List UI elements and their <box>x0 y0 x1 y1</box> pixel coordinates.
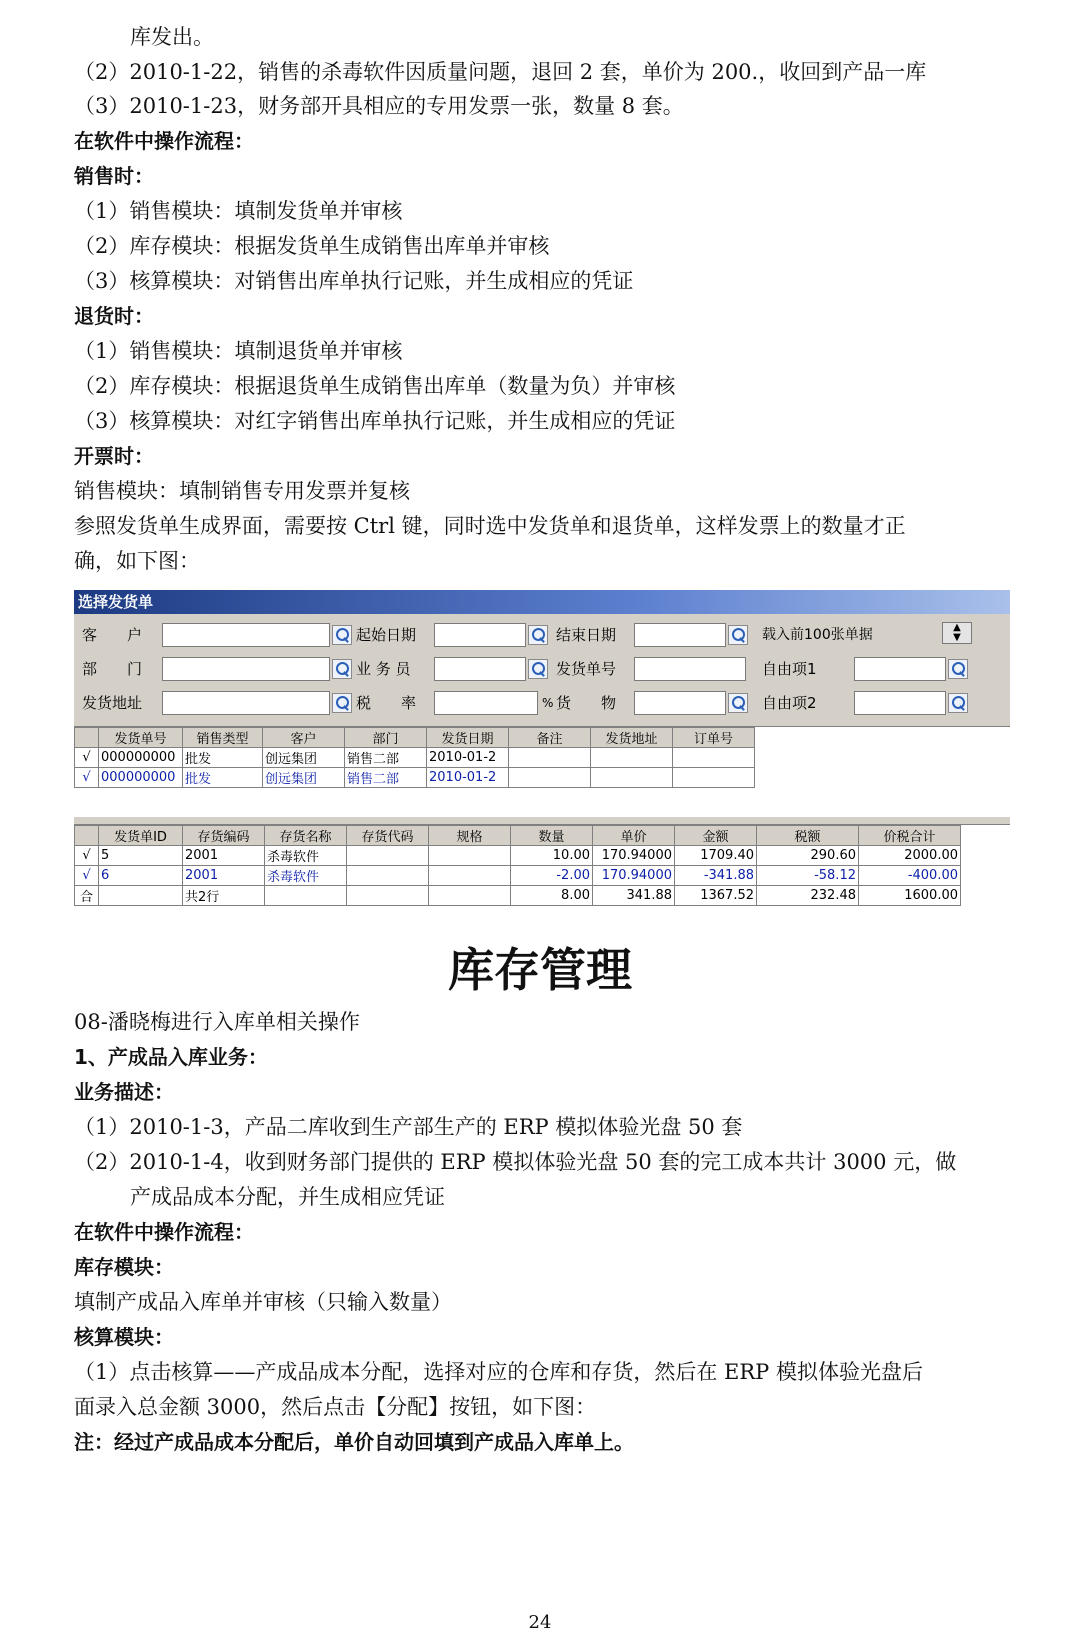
search-icon[interactable] <box>528 659 548 679</box>
text-line: （3）核算模块：对销售出库单执行记账，并生成相应的凭证 <box>74 269 634 293</box>
column-header[interactable]: 规格 <box>429 826 511 846</box>
table-cell <box>265 886 347 906</box>
table-row[interactable] <box>75 748 755 768</box>
department-label: 部 门 <box>82 660 143 678</box>
dialog-title: 选择发货单 <box>74 590 1010 614</box>
table-cell <box>347 866 429 886</box>
text-line: （1）2010-1-3，产品二库收到生产部生产的 ERP 模拟体验光盘 50 套 <box>74 1115 743 1139</box>
search-icon[interactable] <box>332 625 352 645</box>
table-cell: 10.00 <box>511 846 593 866</box>
column-header[interactable]: 价税合计 <box>859 826 961 846</box>
table-cell: 销售二部 <box>345 768 427 788</box>
custom1-label: 自由项1 <box>762 660 817 678</box>
search-icon[interactable] <box>332 693 352 713</box>
table-cell <box>429 886 511 906</box>
table-row[interactable] <box>75 866 961 886</box>
filter-panel <box>74 614 1010 726</box>
table-header-row <box>75 826 961 846</box>
table-cell: 批发 <box>183 748 263 768</box>
table-cell: 创远集团 <box>263 748 345 768</box>
column-header[interactable]: 订单号 <box>673 728 755 748</box>
table-cell <box>591 768 673 788</box>
column-header[interactable]: 存货编码 <box>183 826 265 846</box>
table-cell: 2001 <box>183 866 265 886</box>
subheading: 库存模块： <box>74 1255 174 1279</box>
table-cell: 1709.40 <box>675 846 757 866</box>
table-cell: 2000.00 <box>859 846 961 866</box>
invoice-no-input[interactable] <box>634 657 746 681</box>
table-cell: 290.60 <box>757 846 859 866</box>
table-cell <box>347 846 429 866</box>
column-header[interactable]: 部门 <box>345 728 427 748</box>
text-line: （1）销售模块：填制退货单并审核 <box>74 339 403 363</box>
percent-label: % <box>542 696 554 710</box>
table-cell: 1600.00 <box>859 886 961 906</box>
row-check[interactable]: √ <box>75 866 99 886</box>
tax-rate-input[interactable] <box>434 691 538 715</box>
salesperson-label: 业 务 员 <box>356 660 411 678</box>
text-line: （3）核算模块：对红字销售出库单执行记账，并生成相应的凭证 <box>74 409 676 433</box>
custom2-label: 自由项2 <box>762 694 817 712</box>
delivery-notes-table <box>74 727 755 788</box>
search-icon[interactable] <box>728 625 748 645</box>
column-header[interactable]: 金额 <box>675 826 757 846</box>
table-cell: 170.94000 <box>593 846 675 866</box>
column-header[interactable]: 税额 <box>757 826 859 846</box>
text-line: 库发出。 <box>130 25 214 49</box>
salesperson-input[interactable] <box>434 657 526 681</box>
column-header <box>75 728 99 748</box>
column-header[interactable]: 数量 <box>511 826 593 846</box>
table-cell: 共2行 <box>183 886 265 906</box>
column-header[interactable]: 发货地址 <box>591 728 673 748</box>
row-check[interactable]: √ <box>75 768 99 788</box>
invoice-no-label: 发货单号 <box>556 660 617 678</box>
table-cell: 5 <box>99 846 183 866</box>
address-input[interactable] <box>162 691 330 715</box>
address-label: 发货地址 <box>82 694 143 712</box>
table-cell <box>347 886 429 906</box>
table-cell: 2001 <box>183 846 265 866</box>
row-check[interactable]: √ <box>75 748 99 768</box>
subheading: 在软件中操作流程： <box>74 129 254 153</box>
load-label: 载入前100张单据 <box>762 627 873 643</box>
column-header[interactable]: 存货代码 <box>347 826 429 846</box>
text-line: （2）库存模块：根据发货单生成销售出库单并审核 <box>74 234 550 258</box>
table-cell: -400.00 <box>859 866 961 886</box>
search-icon[interactable] <box>728 693 748 713</box>
text-line: 产成品成本分配，并生成相应凭证 <box>130 1185 445 1209</box>
table-cell: 6 <box>99 866 183 886</box>
tax-rate-label: 税 率 <box>356 694 417 712</box>
table-cell <box>509 748 591 768</box>
total-row <box>75 886 961 906</box>
table-cell: 000000000 <box>99 768 183 788</box>
text-line: 参照发货单生成界面，需要按 Ctrl 键，同时选中发货单和退货单，这样发票上的数量才正 <box>74 514 906 538</box>
customer-input[interactable] <box>162 623 330 647</box>
custom1-input[interactable] <box>854 657 946 681</box>
select-delivery-dialog <box>74 590 1010 928</box>
table-cell: 批发 <box>183 768 263 788</box>
text-line: （3）2010-1-23，财务部开具相应的专用发票一张，数量 8 套。 <box>74 94 684 118</box>
line-items-table <box>74 825 961 906</box>
text-line: （2）库存模块：根据退货单生成销售出库单（数量为负）并审核 <box>74 374 676 398</box>
column-header[interactable]: 存货名称 <box>265 826 347 846</box>
table-cell: 杀毒软件 <box>265 866 347 886</box>
search-icon[interactable] <box>948 693 968 713</box>
line-items-grid <box>74 824 1010 928</box>
table-header-row <box>75 728 755 748</box>
note-line: 注：经过产成品成本分配后，单价自动回填到产成品入库单上。 <box>74 1430 634 1454</box>
goods-input[interactable] <box>634 691 726 715</box>
table-row[interactable] <box>75 846 961 866</box>
subheading: 核算模块： <box>74 1325 174 1349</box>
customer-label: 客 户 <box>82 626 143 644</box>
column-header[interactable]: 单价 <box>593 826 675 846</box>
table-row[interactable] <box>75 768 755 788</box>
column-header[interactable]: 客户 <box>263 728 345 748</box>
table-cell: 8.00 <box>511 886 593 906</box>
end-date-input[interactable] <box>634 623 726 647</box>
search-icon[interactable] <box>332 659 352 679</box>
text-line: （2）2010-1-22，销售的杀毒软件因质量问题，退回 2 套，单价为 200.，收回到产品一库 <box>74 60 927 84</box>
goods-label: 货 物 <box>556 694 617 712</box>
text-line: 08-潘晓梅进行入库单相关操作 <box>74 1010 360 1034</box>
load-spinner[interactable]: ▲ ▼ <box>942 622 972 644</box>
column-header[interactable]: 销售类型 <box>183 728 263 748</box>
column-header[interactable]: 发货日期 <box>427 728 509 748</box>
text-line: （1）销售模块：填制发货单并审核 <box>74 199 403 223</box>
table-cell <box>509 768 591 788</box>
table-cell <box>99 886 183 906</box>
text-line: 填制产成品入库单并审核（只输入数量） <box>74 1290 452 1314</box>
subheading: 销售时： <box>74 164 154 188</box>
subheading: 开票时： <box>74 444 154 468</box>
subheading: 1、产成品入库业务： <box>74 1045 268 1069</box>
page-number: 24 <box>528 1612 552 1633</box>
custom2-input[interactable] <box>854 691 946 715</box>
table-cell: 创远集团 <box>263 768 345 788</box>
subheading: 业务描述： <box>74 1080 174 1104</box>
table-cell: -341.88 <box>675 866 757 886</box>
table-cell <box>673 768 755 788</box>
text-line: 面录入总金额 3000，然后点击【分配】按钮，如下图： <box>74 1395 597 1419</box>
subheading: 退货时： <box>74 304 154 328</box>
delivery-notes-grid <box>74 726 1010 817</box>
department-input[interactable] <box>162 657 330 681</box>
table-cell: 合 <box>75 886 99 906</box>
column-header[interactable]: 发货单ID <box>99 826 183 846</box>
search-icon[interactable] <box>528 625 548 645</box>
table-cell <box>429 866 511 886</box>
table-cell: 341.88 <box>593 886 675 906</box>
column-header[interactable]: 备注 <box>509 728 591 748</box>
table-cell: 232.48 <box>757 886 859 906</box>
column-header[interactable]: 发货单号 <box>99 728 183 748</box>
table-cell: -58.12 <box>757 866 859 886</box>
table-cell: 1367.52 <box>675 886 757 906</box>
table-cell: 000000000 <box>99 748 183 768</box>
table-cell: 2010-01-2 <box>427 748 509 768</box>
table-cell: 2010-01-2 <box>427 768 509 788</box>
search-icon[interactable] <box>948 659 968 679</box>
section-title: 库存管理 <box>448 943 632 997</box>
table-cell <box>429 846 511 866</box>
start-date-label: 起始日期 <box>356 626 417 644</box>
end-date-label: 结束日期 <box>556 626 617 644</box>
table-cell <box>591 748 673 768</box>
text-line: 确，如下图： <box>74 549 200 573</box>
subheading: 在软件中操作流程： <box>74 1220 254 1244</box>
row-check[interactable]: √ <box>75 846 99 866</box>
start-date-input[interactable] <box>434 623 526 647</box>
table-cell: 170.94000 <box>593 866 675 886</box>
text-line: 销售模块：填制销售专用发票并复核 <box>74 479 410 503</box>
table-cell: 杀毒软件 <box>265 846 347 866</box>
text-line: （2）2010-1-4，收到财务部门提供的 ERP 模拟体验光盘 50 套的完工成本共计 3000 元，做 <box>74 1150 957 1174</box>
text-line: （1）点击核算——产成品成本分配，选择对应的仓库和存货，然后在 ERP 模拟体验光盘后 <box>74 1360 923 1384</box>
table-cell: -2.00 <box>511 866 593 886</box>
table-cell <box>673 748 755 768</box>
column-header <box>75 826 99 846</box>
table-cell: 销售二部 <box>345 748 427 768</box>
